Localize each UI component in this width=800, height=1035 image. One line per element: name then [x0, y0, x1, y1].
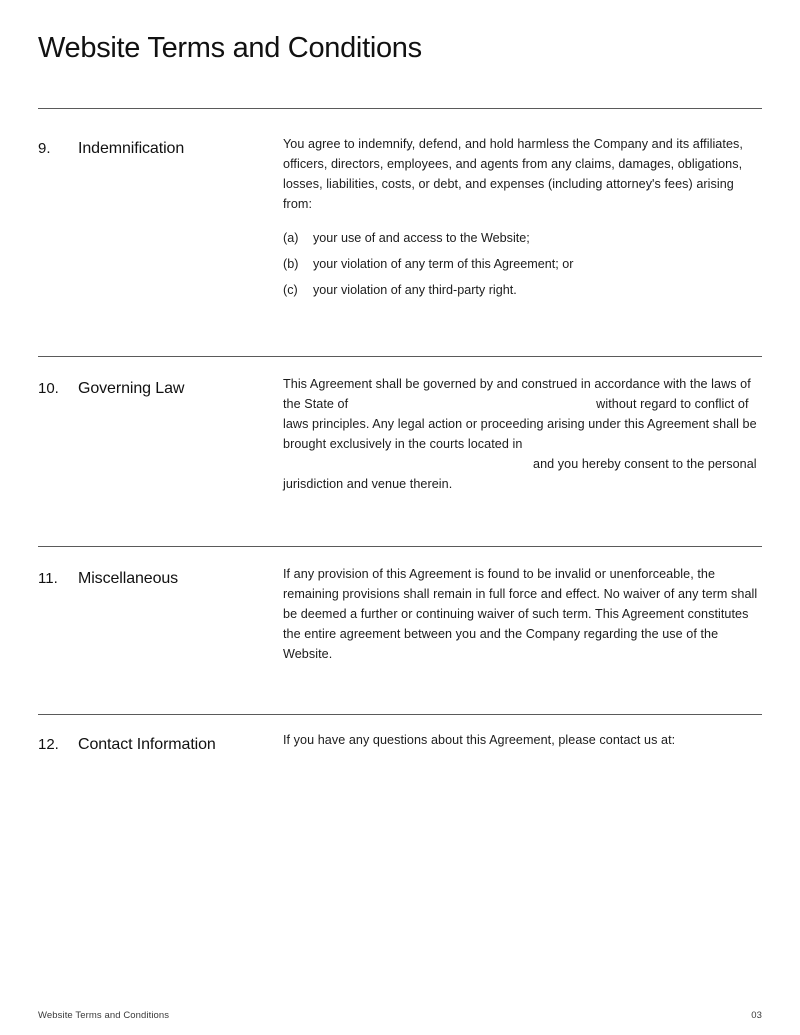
- section-paragraph: [283, 374, 762, 494]
- footer-page-number: 03: [751, 1010, 762, 1021]
- governing-law-lead: This Agreement shall be governed by and construed in accordance with the laws of the State of: [283, 376, 751, 411]
- list-item: [283, 280, 762, 300]
- list-text: your use of and access to the Website;: [313, 230, 530, 245]
- section-number: 9.: [38, 139, 51, 157]
- section-number: 11.: [38, 569, 58, 587]
- page-footer: [38, 1010, 762, 1021]
- governing-law-tail: and you hereby consent to the personal jurisdiction and venue therein.: [283, 456, 757, 491]
- section-title: Governing Law: [78, 379, 185, 397]
- divider-wrapper-1: [38, 65, 762, 109]
- section-number: 12.: [38, 735, 59, 753]
- section-body: [282, 564, 762, 664]
- list-marker: (b): [283, 256, 299, 271]
- list-marker: (c): [283, 282, 298, 297]
- section-body: [282, 134, 762, 300]
- footer-document-name: Website Terms and Conditions: [38, 1010, 170, 1021]
- section-heading: [38, 730, 282, 754]
- divider-wrapper-2: [38, 300, 762, 357]
- section-body: [282, 730, 762, 750]
- list-marker: (a): [283, 230, 299, 245]
- list-item: [283, 228, 762, 248]
- list-item: [283, 254, 762, 274]
- section-title: Miscellaneous: [78, 569, 179, 587]
- divider-wrapper-3: [38, 494, 762, 547]
- section-miscellaneous: [38, 547, 762, 664]
- section-heading: [38, 374, 282, 398]
- divider-wrapper-4: [38, 664, 762, 715]
- section-indemnification: [38, 109, 762, 300]
- section-body: [282, 374, 762, 494]
- section-title: Contact Information: [78, 735, 216, 753]
- section-heading: [38, 564, 282, 588]
- section-contact-information: [38, 715, 762, 754]
- section-title: Indemnification: [78, 139, 185, 157]
- section-number: 10.: [38, 379, 59, 397]
- section-paragraph: You agree to indemnify, defend, and hold harmless the Company and its affiliates, officers, directors, employees, and agents from any claims, damages, obligations, losses, liabilities, costs, or debt, and expenses (including attorney's fees) arising from:: [283, 136, 743, 211]
- section-paragraph: If you have any questions about this Agreement, please contact us at:: [283, 732, 676, 747]
- list-text: your violation of any term of this Agreement; or: [313, 256, 574, 271]
- section-governing-law: [38, 357, 762, 494]
- indemnification-list: [283, 228, 762, 300]
- governing-law-middle: without regard to conflict of laws principles. Any legal action or proceeding arising under this Agreement shall be brought exclusively in the courts located in: [283, 396, 757, 451]
- section-paragraph: If any provision of this Agreement is found to be invalid or unenforceable, the remaining provisions shall remain in full force and effect. No waiver of any term shall be deemed a further or continuing waiver of such term. This Agreement constitutes the entire agreement between you and the Company regarding the use of the Website.: [283, 566, 758, 661]
- list-text: your violation of any third-party right.: [313, 282, 517, 297]
- page-title: Website Terms and Conditions: [38, 32, 422, 64]
- section-heading: [38, 134, 282, 158]
